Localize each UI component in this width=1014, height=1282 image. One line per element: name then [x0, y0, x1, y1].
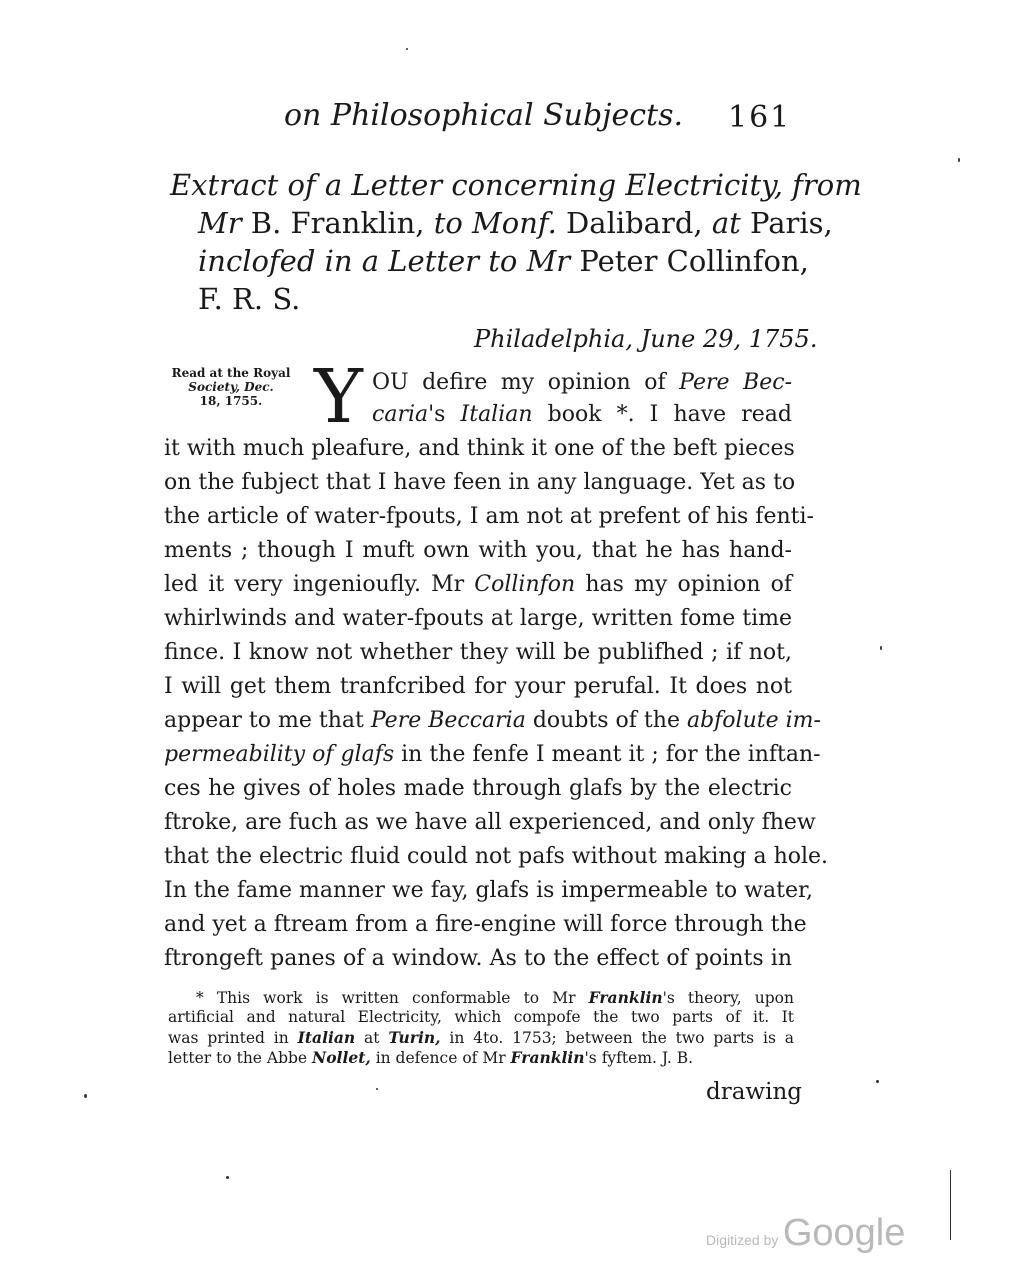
body-line-11-mid: doubts of the [532, 708, 680, 733]
title-collinfon: Peter Collinfon, [579, 244, 809, 278]
body-line-18: ftrongeft panes of a window. As to the effect of points in [164, 946, 792, 971]
scan-speck [226, 1176, 229, 1179]
title-line-3 [198, 242, 809, 280]
title-inclofed: inclofed in a Letter to Mr [198, 244, 571, 278]
footnote-line-3-italian: Italian [297, 1028, 356, 1047]
body-line-15: that the electric fluid could not pafs without making a hole. [164, 844, 829, 869]
footnote-line-4 [168, 1048, 768, 1068]
body-line-14: ftroke, are fuch as we have all experienced, and only fhew [164, 810, 816, 835]
google-logo: Google [782, 1212, 906, 1254]
body-line-2-italian: Italian [460, 402, 533, 427]
body-line-1-italic: Pere Bec- [679, 370, 793, 395]
title-at: at [711, 206, 741, 240]
scan-speck [876, 1080, 879, 1083]
body-line-13: ces he gives of holes made through glafs by the electric [164, 776, 792, 801]
body-line-3: it with much pleafure, and think it one of the beft pieces [164, 436, 795, 461]
marginal-note-line-1: Read at the Royal [171, 366, 291, 380]
body-line-2-text: book *. I have read [547, 402, 792, 427]
footnote-line-4-text: letter to the Abbe [168, 1049, 308, 1067]
body-line-11-italic: Pere Beccaria [370, 708, 526, 733]
body-line-1-text: OU defire my opinion of [372, 370, 666, 395]
body-line-7-tail: has my opinion of [585, 572, 793, 597]
body-line-2-caria: caria [372, 402, 429, 427]
drop-cap: Y [314, 354, 363, 440]
footnote-line-1-text: * This work is written conformable to Mr [196, 989, 576, 1007]
footnote-line-4-mid: in defence of Mr [375, 1049, 506, 1067]
body-line-1 [372, 366, 792, 400]
scan-speck [880, 646, 882, 650]
footnote-line-2: artificial and natural Electricity, which compofe the two parts of it. It [168, 1008, 794, 1026]
body-line-11-text: appear to me that [164, 708, 364, 733]
title-line-1-text: Extract of a Letter concerning Electricity, from [170, 168, 862, 202]
body-line-6: ments ; though I muft own with you, that he has hand- [164, 538, 792, 563]
digitized-watermark [706, 1212, 905, 1255]
footnote-line-3-tail: in 4to. 1753; between the two parts is a [449, 1029, 794, 1047]
body-line-12-italic: permeability of glafs [164, 742, 395, 767]
footnote-line-3 [168, 1028, 794, 1048]
footnote-line-1 [196, 988, 794, 1008]
title-paris: Paris, [750, 206, 833, 240]
body-line-2 [372, 398, 792, 432]
footnote-line-4-tail: 's fyftem. J. B. [584, 1049, 694, 1067]
footnote-line-3-at: at [364, 1029, 380, 1047]
body-line-9: fince. I know not whether they will be publifhed ; if not, [164, 640, 792, 665]
watermark-prefix: Digitized by [706, 1232, 779, 1248]
title-dalibard: Dalibard, [566, 206, 703, 240]
body-line-10: I will get them tranfcribed for your perufal. It does not [164, 674, 792, 699]
page-number: 161 [728, 100, 792, 135]
footnote-line-3-turin: Turin, [388, 1028, 441, 1047]
footnote-line-3-text: was printed in [168, 1029, 289, 1047]
footnote-line-1-tail: 's theory, upon [662, 989, 794, 1007]
title-line-1 [170, 166, 862, 204]
marginal-note [154, 366, 308, 408]
body-line-8: whirlwinds and water-fpouts at large, written fome time [164, 606, 792, 631]
scan-speck [84, 1094, 87, 1098]
body-line-7-italic: Collinfon [474, 572, 576, 597]
body-line-17: and yet a ftream from a fire-engine will force through the [164, 912, 807, 937]
body-line-11-italic-2: abfolute im- [686, 708, 821, 733]
footnote-line-4-franklin: Franklin [510, 1048, 585, 1067]
scan-speck [958, 158, 960, 162]
body-line-12 [164, 738, 821, 772]
title-line-2 [198, 204, 833, 242]
dateline: Philadelphia, June 29, 1755. [474, 325, 818, 353]
body-line-7 [164, 568, 792, 602]
scan-speck [406, 48, 408, 50]
title-franklin: B. Franklin, [250, 206, 425, 240]
marginal-note-line-2: Society, Dec. [188, 380, 274, 394]
title-line-4: F. R. S. [198, 282, 301, 316]
marginal-note-line-3: 18, 1755. [199, 394, 263, 408]
scan-line [950, 1170, 951, 1240]
running-head: on Philosophical Subjects. [284, 98, 683, 133]
body-line-7-text: led it very ingenioufly. Mr [164, 572, 465, 597]
body-line-11 [164, 704, 821, 738]
body-line-2-s: 's [428, 402, 446, 427]
body-line-5: the article of water-fpouts, I am not at prefent of his fenti- [164, 504, 814, 529]
scan-speck [376, 1088, 378, 1090]
footnote-line-1-italic: Franklin [588, 988, 663, 1007]
body-line-12-text: in the fenfe I meant it ; for the inftan- [401, 742, 821, 767]
title-mr: Mr [198, 206, 242, 240]
catchword: drawing [706, 1079, 803, 1105]
title-to-monf: to Monf. [433, 206, 557, 240]
footnote-line-4-nollet: Nollet, [312, 1048, 371, 1067]
body-line-4: on the fubject that I have feen in any language. Yet as to [164, 470, 796, 495]
body-line-16: In the fame manner we fay, glafs is impermeable to water, [164, 878, 814, 903]
